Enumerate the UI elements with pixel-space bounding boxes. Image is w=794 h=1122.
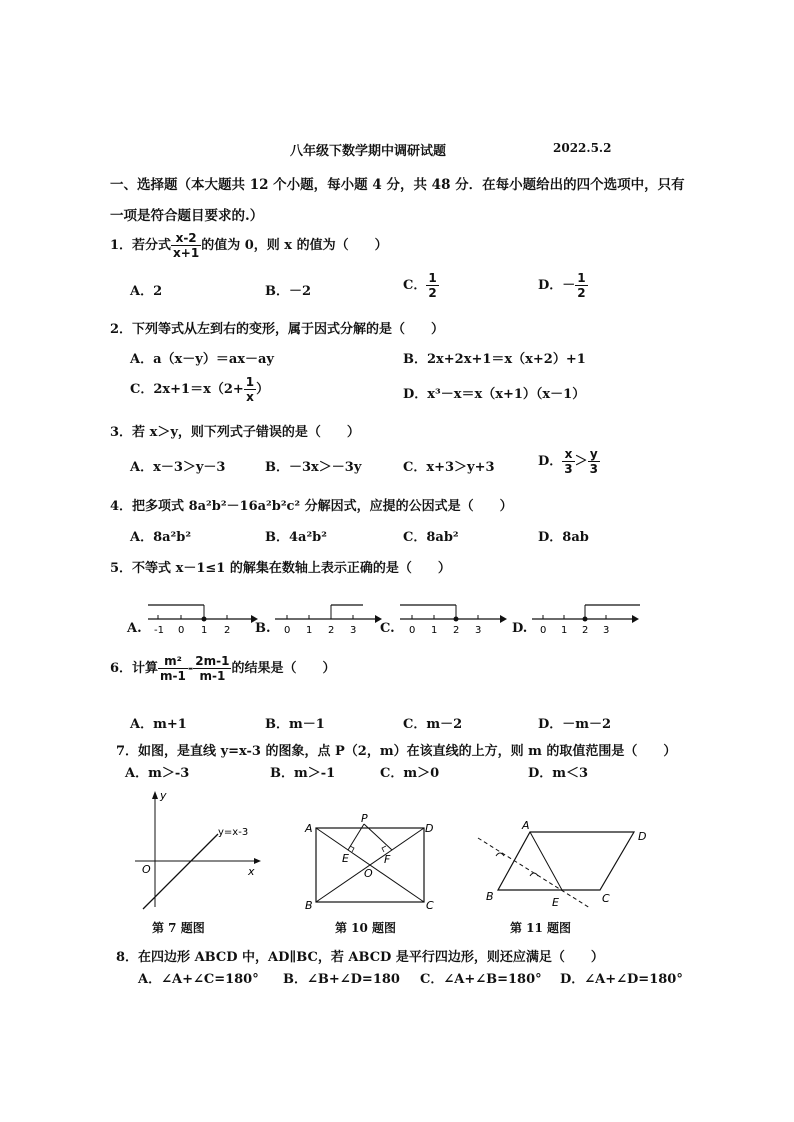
q5-option-a-label[interactable]: A. <box>127 621 142 636</box>
figure-10-caption: 第 10 题图 <box>335 921 397 935</box>
x-axis-label: x <box>248 865 255 878</box>
vertex-label-b: B <box>305 899 313 912</box>
figure-11-caption: 第 11 题图 <box>510 921 572 935</box>
question-6-stem: 6．计算 $\frac{\text{m²}}{m-1}$ - $\frac{2m-1}{m-1}$ 的结果是（ ） <box>110 654 336 683</box>
q6-option-a[interactable]: A．m+1 <box>130 717 187 732</box>
tick-label: -1 <box>154 625 164 636</box>
point-label-e: E <box>552 896 559 909</box>
q2-option-b[interactable]: B．2x+2x+1＝x（x+2）+1 <box>403 352 586 367</box>
point-label-o: O <box>364 867 373 880</box>
q4-option-a[interactable]: A．8a²b² <box>130 530 192 545</box>
origin-label: O <box>142 863 151 876</box>
tick-label: 1 <box>306 625 313 636</box>
figure-11-parallelogram <box>472 812 662 912</box>
tick-label: 0 <box>540 625 547 636</box>
q7-option-b[interactable]: B．m＞-1 <box>270 766 336 781</box>
q4-option-d[interactable]: D．8ab <box>538 530 589 545</box>
tick-label: 2 <box>453 625 460 636</box>
q4-option-b[interactable]: B．4a²b² <box>265 530 327 545</box>
point-label-p: P <box>361 812 368 825</box>
q2-option-a[interactable]: A．a（x－y）＝ax－ay <box>130 352 274 367</box>
q5-option-b-label[interactable]: B. <box>255 621 271 636</box>
tick-label: 1 <box>561 625 568 636</box>
q6-option-c[interactable]: C．m－2 <box>403 717 463 732</box>
q7-option-c[interactable]: C．m＞0 <box>380 766 440 781</box>
page-title: 八年级下数学期中调研试题 <box>290 144 447 159</box>
section-heading-line2: 一项是符合题目要求的.） <box>110 208 264 224</box>
q6-option-b[interactable]: B．m－1 <box>265 717 325 732</box>
tick-label: 1 <box>201 625 208 636</box>
number-line-c <box>398 597 510 637</box>
vertex-label-d: D <box>425 822 434 835</box>
vertex-label-c: C <box>426 899 434 912</box>
point-label-f: F <box>384 853 391 866</box>
q1-option-c[interactable]: C． $\frac{1}{2}$ <box>403 271 437 300</box>
q4-option-c[interactable]: C．8ab² <box>403 530 459 545</box>
question-1-stem: 1．若分式 $\frac{x-2}{x+1}$ 的值为 0，则 x 的值为（ ） <box>110 231 388 260</box>
q7-option-a[interactable]: A．m＞-3 <box>125 766 190 781</box>
vertex-label-d: D <box>638 830 647 843</box>
question-7-stem: 7．如图，是直线 y=x-3 的图象，点 P（2，m）在该直线的上方，则 m 的取值范围是（ ） <box>116 744 677 759</box>
vertex-label-a: A <box>522 819 530 832</box>
q1-option-d[interactable]: D．－ $\frac{1}{2}$ <box>538 271 586 300</box>
vertex-label-c: C <box>602 892 610 905</box>
section-heading-line1: 一、选择题（本大题共 12 个小题，每小题 4 分，共 48 分．在每小题给出的四个选项中，只有 <box>110 177 685 193</box>
q2-option-c[interactable]: C．2x+1＝x（2+ $\frac{1}{x}$ ） <box>130 375 270 404</box>
q3-option-b[interactable]: B．－3x＞－3y <box>265 460 362 475</box>
y-axis-label: y <box>160 789 167 802</box>
vertex-label-a: A <box>305 822 313 835</box>
tick-label: 2 <box>328 625 335 636</box>
tick-label: 3 <box>350 625 357 636</box>
tick-label: 0 <box>409 625 416 636</box>
question-2-stem: 2．下列等式从左到右的变形，属于因式分解的是（ ） <box>110 322 445 337</box>
question-5-stem: 5．不等式 x－1≤1 的解集在数轴上表示正确的是（ ） <box>110 561 451 576</box>
figure-7-graph <box>130 785 265 915</box>
figure-7-caption: 第 7 题图 <box>152 921 205 935</box>
number-line-a <box>143 597 258 637</box>
tick-label: 0 <box>284 625 291 636</box>
q8-option-d[interactable]: D．∠A+∠D=180° <box>560 972 683 987</box>
number-line-b <box>275 597 385 637</box>
figure-10-rectangle <box>300 812 440 912</box>
q6-option-d[interactable]: D．－m－2 <box>538 717 612 732</box>
q8-option-b[interactable]: B．∠B+∠D=180 <box>283 972 400 987</box>
point-label-e: E <box>342 852 349 865</box>
q3-option-a[interactable]: A．x－3＞y－3 <box>130 460 226 475</box>
q5-option-d-label[interactable]: D. <box>512 621 528 636</box>
q3-option-d[interactable]: D． $\frac{x}{3}$ ＞ $\frac{y}{3}$ <box>538 447 599 476</box>
tick-label: 3 <box>603 625 610 636</box>
tick-label: 2 <box>582 625 589 636</box>
q1-option-a[interactable]: A．2 <box>130 284 163 299</box>
q2-option-d[interactable]: D．x³－x＝x（x+1）（x－1） <box>403 387 586 402</box>
question-3-stem: 3．若 x＞y，则下列式子错误的是（ ） <box>110 425 360 440</box>
question-4-stem: 4．把多项式 8a²b²－16a²b²c² 分解因式，应提的公因式是（ ） <box>110 499 513 514</box>
q8-option-c[interactable]: C．∠A+∠B=180° <box>420 972 542 987</box>
vertex-label-b: B <box>486 890 494 903</box>
tick-label: 0 <box>178 625 185 636</box>
exam-date: 2022.5.2 <box>553 141 612 155</box>
q5-option-c-label[interactable]: C. <box>380 621 395 636</box>
tick-label: 3 <box>475 625 482 636</box>
tick-label: 1 <box>431 625 438 636</box>
number-line-d <box>530 597 645 637</box>
q8-option-a[interactable]: A．∠A+∠C=180° <box>138 972 259 987</box>
q1-option-b[interactable]: B．－2 <box>265 284 312 299</box>
question-8-stem: 8．在四边形 ABCD 中，AD∥BC，若 ABCD 是平行四边形，则还应满足（ ） <box>116 950 604 965</box>
q7-option-d[interactable]: D．m＜3 <box>528 766 589 781</box>
line-label: y=x-3 <box>218 827 249 838</box>
tick-label: 2 <box>224 625 231 636</box>
q3-option-c[interactable]: C．x+3＞y+3 <box>403 460 495 475</box>
